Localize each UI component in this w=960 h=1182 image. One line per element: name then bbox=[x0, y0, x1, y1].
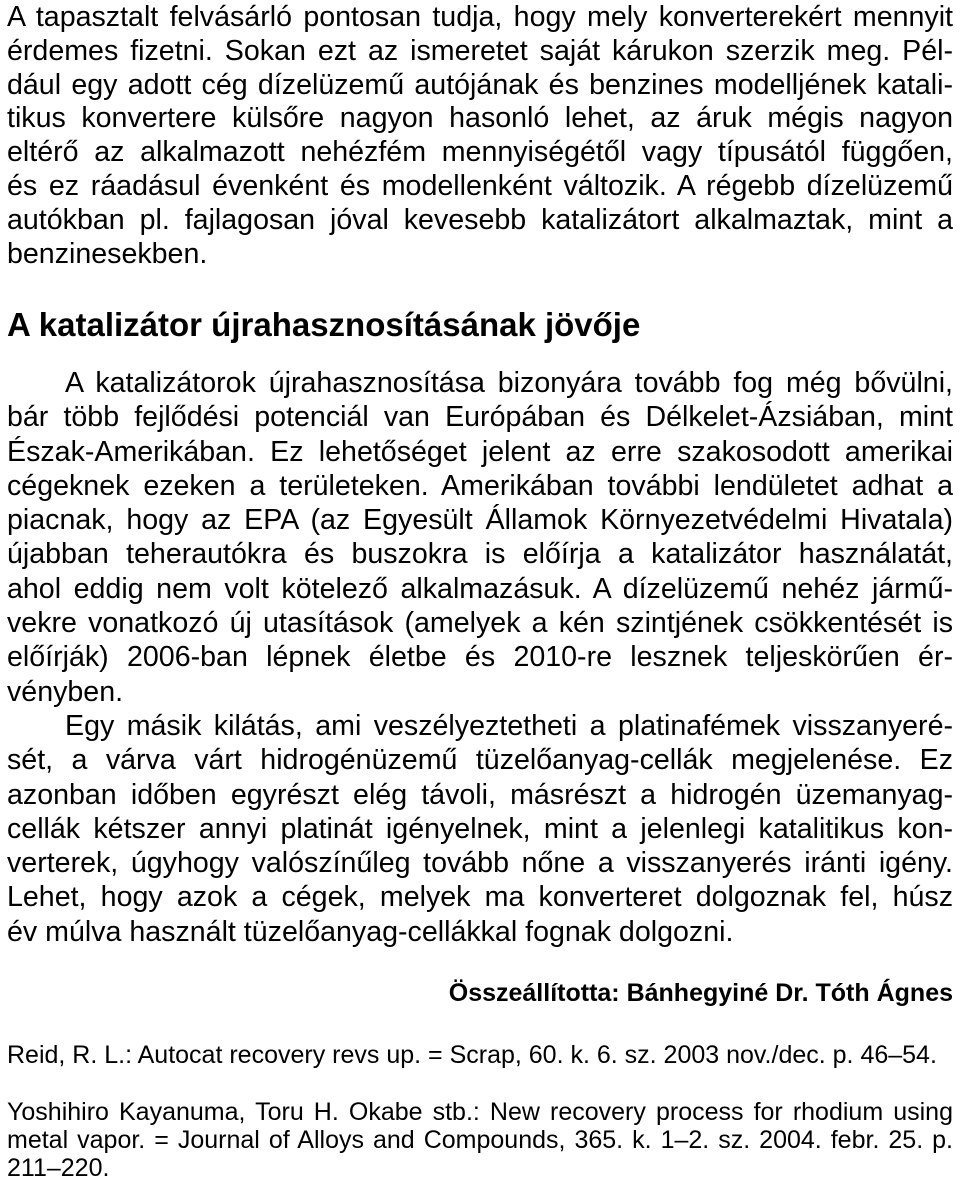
text-line: sét, a várva várt hidrogénüzemű tüzelőanyag-cellák megjelenése. Ez bbox=[7, 744, 953, 777]
text-line: vekre vonatkozó új utasítások (amelyek a kén szintjének csökkentését is bbox=[7, 607, 953, 640]
text-line: eltérő az alkalmazott nehézfém mennyiségétől vagy típusától függően, bbox=[7, 136, 953, 169]
text-line: A tapasztalt felvásárló pontosan tudja, hogy mely konverterekért mennyit bbox=[7, 1, 953, 33]
text-line: dául egy adott cég dízelüzemű autójának és benzines modelljének katali- bbox=[7, 68, 953, 101]
text-line: előírják) 2006-ban lépnek életbe és 2010-re lesznek teljeskörűen ér- bbox=[7, 641, 953, 674]
body-paragraph-2 bbox=[7, 709, 953, 949]
text-line: vényben. bbox=[7, 675, 124, 708]
body-paragraph-1 bbox=[7, 366, 953, 709]
reference-line: Reid, R. L.: Autocat recovery revs up. = Scrap, 60. k. 6. sz. 2003 nov./dec. p. 46–54. bbox=[7, 1041, 937, 1069]
compiled-by: Összeállította: Bánhegyiné Dr. Tóth Ágnes bbox=[448, 979, 953, 1007]
text-line: tikus konvertere külsőre nagyon hasonló lehet, az áruk mégis nagyon bbox=[7, 102, 953, 135]
text-line: A katalizátorok újrahasznosítása bizonyára tovább fog még bővülni, bbox=[65, 367, 953, 399]
text-line: verterek, úgyhogy valószínűleg tovább nőne a visszanyerés iránti igény. bbox=[7, 847, 953, 880]
intro-paragraph bbox=[7, 1, 953, 271]
text-line: bár több fejlődési potenciál van Európában és Délkelet-Ázsiában, mint bbox=[7, 401, 953, 434]
reference-1 bbox=[7, 1041, 953, 1069]
text-line: autókban pl. fajlagosan jóval kevesebb katalizátort alkalmaztak, mint a bbox=[7, 203, 953, 236]
reference-line: metal vapor. = Journal of Alloys and Compounds, 365. k. 1–2. sz. 2004. febr. 25. p. bbox=[7, 1126, 953, 1154]
text-line: cellák kétszer annyi platinát igényelnek, mint a jelenlegi katalitikus kon- bbox=[7, 812, 953, 845]
text-line: piacnak, hogy az EPA (az Egyesült Államok Környezetvédelmi Hivatala) bbox=[7, 504, 953, 537]
text-line: év múlva használt tüzelőanyag-cellákkal fognak dolgozni. bbox=[7, 915, 734, 948]
reference-line: 211–220. bbox=[7, 1154, 110, 1182]
text-line: érdemes fizetni. Sokan ezt az ismeretet saját kárukon szerzik meg. Pél- bbox=[7, 34, 953, 67]
text-line: benzinesekben. bbox=[7, 237, 208, 270]
text-line: cégeknek ezeken a területeken. Amerikában további lendületet adhat a bbox=[7, 469, 953, 502]
text-line: újabban teherautókra és buszokra is előírja a katalizátor használatát, bbox=[7, 538, 953, 571]
reference-line: Yoshihiro Kayanuma, Toru H. Okabe stb.: New recovery process for rhodium using bbox=[7, 1098, 953, 1126]
section-heading: A katalizátor újrahasznosításának jövője bbox=[7, 306, 641, 343]
text-line: és ez ráadásul évenként és modellenként változik. A régebb dízelüzemű bbox=[7, 169, 953, 202]
text-line: Lehet, hogy azok a cégek, melyek ma konverteret dolgoznak fel, húsz bbox=[7, 881, 953, 914]
text-line: Egy másik kilátás, ami veszélyeztetheti a platinafémek visszanyeré- bbox=[65, 710, 953, 742]
text-line: ahol eddig nem volt kötelező alkalmazásuk. A dízelüzemű nehéz jármű- bbox=[7, 572, 953, 605]
reference-2 bbox=[7, 1098, 953, 1182]
text-line: azonban időben egyrészt elég távoli, másrészt a hidrogén üzemanyag- bbox=[7, 778, 953, 811]
text-line: Észak-Amerikában. Ez lehetőséget jelent az erre szakosodott amerikai bbox=[7, 435, 953, 468]
